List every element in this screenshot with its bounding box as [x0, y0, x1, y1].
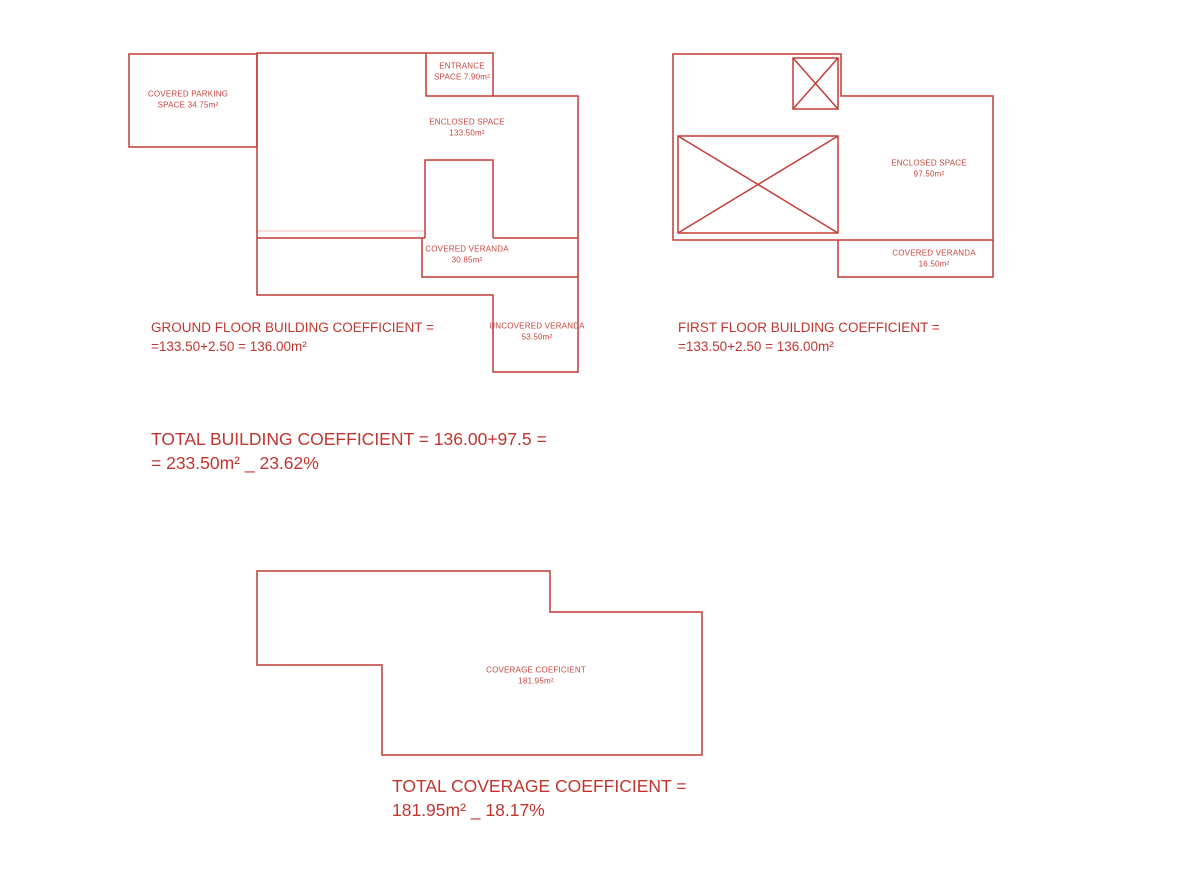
- coverage-outline: [257, 571, 702, 755]
- area-label-ff-enclosed: [891, 159, 967, 180]
- area-label-line1: COVERED PARKING: [147, 89, 229, 99]
- crossed-box-small: [793, 58, 838, 109]
- stair-notch: [425, 160, 493, 238]
- area-label-ff-covered-veranda: [892, 249, 975, 270]
- area-label-line2: SPACE 34.75m²: [157, 100, 219, 109]
- ground-floor-caption: [151, 318, 434, 356]
- crossed-box-large: [678, 136, 838, 233]
- area-label-line1: ENTRANCE: [439, 61, 485, 71]
- area-label-line1: UNCOVERED VERANDA: [489, 321, 585, 331]
- total-line2: 181.95m² _ 18.17%: [392, 800, 545, 820]
- caption-line1: GROUND FLOOR BUILDING COEFFICIENT =: [151, 320, 434, 335]
- total-line1: TOTAL BUILDING COEFFICIENT = 136.00+97.5 =: [151, 429, 547, 449]
- total-line2: = 233.50m² _ 23.62%: [151, 453, 319, 473]
- area-label-uncovered-veranda: [489, 322, 584, 343]
- area-label-line2: 16.50m²: [918, 259, 950, 268]
- caption-line2: =133.50+2.50 = 136.00m²: [678, 339, 834, 354]
- area-label-gf-enclosed: [429, 118, 505, 139]
- area-label-line2: 133.50m²: [449, 128, 485, 137]
- area-label-line2: SPACE 7.90m²: [433, 72, 491, 81]
- caption-line2: =133.50+2.50 = 136.00m²: [151, 339, 307, 354]
- area-label-line1: COVERED VERANDA: [892, 248, 976, 258]
- area-label-gf-covered-veranda: [425, 245, 508, 266]
- area-label-line1: ENCLOSED SPACE: [891, 158, 967, 168]
- total-coverage-caption: [392, 774, 686, 822]
- caption-line1: FIRST FLOOR BUILDING COEFFICIENT =: [678, 320, 940, 335]
- area-label-line1: COVERAGE COEFICIENT: [486, 665, 586, 675]
- first-floor-caption: [678, 318, 940, 356]
- area-label-line2: 53.50m²: [521, 332, 553, 341]
- area-label-line2: 181.95m²: [518, 676, 554, 685]
- area-label-entrance: [434, 62, 490, 83]
- first-floor-outline: [673, 54, 993, 240]
- area-label-line1: COVERED VERANDA: [425, 244, 509, 254]
- area-label-line1: ENCLOSED SPACE: [429, 117, 505, 127]
- area-label-line2: 30.85m²: [451, 255, 483, 264]
- area-label-line2: 97.50m²: [913, 169, 945, 178]
- area-label-covered-parking: [148, 90, 228, 111]
- area-label-coverage: [486, 666, 586, 687]
- total-line1: TOTAL COVERAGE COEFFICIENT =: [392, 776, 687, 796]
- total-building-caption: [151, 427, 547, 475]
- coverage-plan: [257, 571, 702, 755]
